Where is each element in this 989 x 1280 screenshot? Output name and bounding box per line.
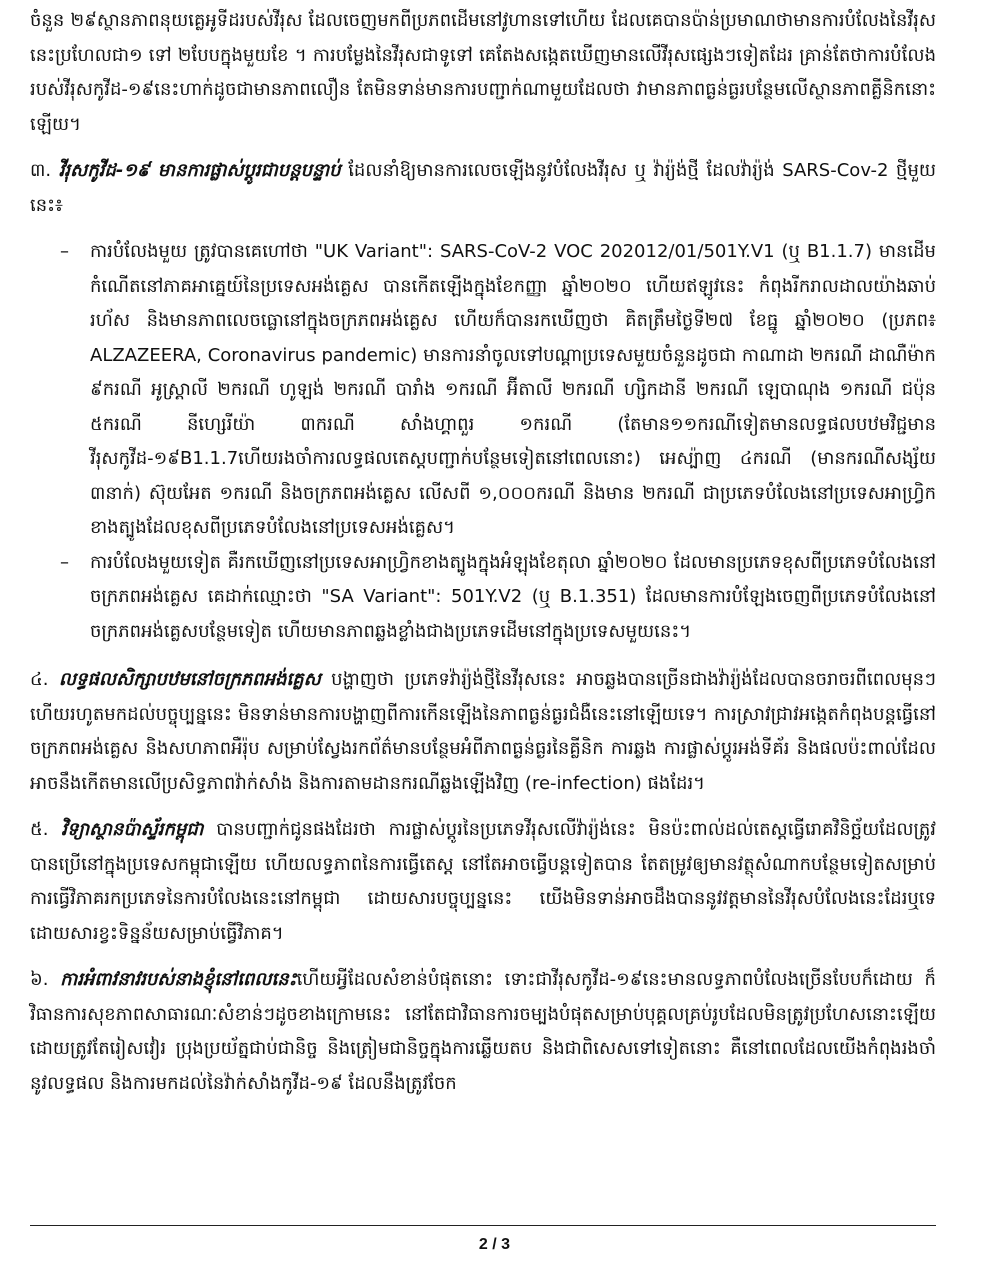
section-5-number: ៥. [30, 819, 49, 840]
section-4-number: ៤. [30, 669, 49, 690]
section-3-lead: វីរុសកូវីដ-១៩ មានការផ្លាស់ប្តូរជាបន្តបន្ទាប់ [58, 160, 341, 181]
section-3-number: ៣. [30, 160, 52, 181]
bullet-uk-variant-text: ការបំលែងមួយ ត្រូវបានគេហៅថា "UK Variant": SARS-CoV-2 VOC 202012/01/501Y.V1 (ឬ B1.1.7) មានដើមកំណើតនៅភាគអាគ្នេយ៍នៃប្រទេសអង់គ្លេស បានកើតឡើងក្នុងខែកញ្ញា ឆ្នាំ២០២០ ហើយឥឡូវនេះ កំពុងរីករាលដាលយ៉ាងឆាប់រហ័ស និងមានភាពលេចធ្លោនៅក្នុងចក្រភពអង់គ្លេស ហើយក៏បានរកឃើញថា គិតត្រឹមថ្ងៃទី២៧ ខែធ្នូ ឆ្នាំ២០២០ (ប្រភព៖ ALZAZEERA, Coronavirus pandemic) មានការនាំចូលទៅបណ្តាប្រទេសមួយចំនួនដូចជា កាណាដា ២ករណី ដាណឺម៉ាក ៩ករណី អូស្ត្រាលី ២ករណី ហូឡង់ ២ករណី បារាំង ១ករណី អ៊ីតាលី ២ករណី ហ្សិកដានី ២ករណី ឡេបាណុង ១ករណី ជប៉ុន ៥ករណី នីហ្សេរីយ៉ា ៣ករណី សាំងហ្គាពួរ ១ករណី (តែមាន១១ករណីទៀតមានលទ្ធផលបឋមវិជ្ជមានវីរុសកូវីដ-១៩B1.1.7ហើយរងចាំការលទ្ធផលតេស្តបញ្ជាក់បន្ថែមទៀតនៅពេលនោះ) អេស្ប៉ាញ ៤ករណី (មានករណីសង្ស័យ ៣នាក់) ស៊ុយអែត ១ករណី និងចក្រភពអង់គ្លេស លើសពី ១,០០០ករណី និងមាន ២ករណី ជាប្រភេទបំលែងនៅប្រទេសអាហ្វ្រិកខាងត្បូងដែលខុសពីប្រភេទបំលែងនៅប្រទេសអង់គ្លេស។ [90, 241, 936, 538]
document-body [30, 4, 936, 1113]
footer-divider [30, 1225, 936, 1226]
variant-bullet-list [30, 235, 936, 649]
section-6-lead: ការអំពាវនាវរបស់នាងខ្ញុំនៅពេលនេះ [60, 969, 297, 990]
section-5-lead: វិទ្យាស្ថានប៉ាស្ទ័រកម្ពុជា [61, 819, 204, 840]
intro-paragraph: ចំនួន ២៩ស្ថានភាពនុយគ្លេអូទីដរបស់វីរុស ដែលចេញមកពីប្រភពដើមនៅវូហានទៅហើយ ដែលគេបានប៉ាន់ប្រមាណថាមានការបំលែងនៃវីរុសនេះប្រហែលជា១ ទៅ ២បែបក្នុងមួយខែ ។ ការបម្លែងនៃវីរុសជាទូទៅ គេតែងសង្កេតឃើញមានលើវីរុសផ្សេងៗទៀតដែរ គ្រាន់តែថាការបំលែងរបស់វីរុសកូវីដ-១៩នេះហាក់ដូចជាមានភាពលឿន តែមិនទាន់មានការបញ្ជាក់ណាមួយដែលថា វាមានភាពធ្ងន់ធ្ងរបន្ថែមលើស្ថានភាពគ្លីនិកនោះឡើយ។ [30, 10, 936, 135]
section-5-paragraph [30, 813, 936, 951]
section-4-paragraph [30, 663, 936, 801]
bullet-dash-icon: – [60, 241, 69, 262]
section-4-text: បង្ហាញថា ប្រភេទវ៉ារ្យ៉ង់ថ្មីនៃវីរុសនេះ អាចឆ្លងបានច្រើនជាងវ៉ារ្យ៉ង់ដែលបានចរាចរពីពេលមុនៗ ហើយរហូតមកដល់បច្ចុប្បន្ននេះ មិនទាន់មានការបង្ហាញពីការកើនឡើងនៃភាពធ្ងន់ធ្ងរជំងឺនេះនៅឡើយទេ។ ការស្រាវជ្រាវអង្កេតកំពុងបន្តធ្វើនៅចក្រភពអង់គ្លេស និងសហភាពអឺរ៉ុប សម្រាប់ស្វែងរកព័ត៌មានបន្ថែមអំពីភាពធ្ងន់ធ្ងរនៃគ្លីនិក ការឆ្លង ការផ្លាស់ប្តូរអង់ទីគ័រ និងផលប៉ះពាល់ដែលអាចនឹងកើតមានលើប្រសិទ្ធភាពវ៉ាក់សាំង និងការតាមដានករណីឆ្លងឡើងវិញ (re-infection) ផងដែរ។ [30, 669, 936, 794]
section-5-text: បានបញ្ជាក់ជូនផងដែរថា ការផ្លាស់ប្តូរនៃប្រភេទវីរុសលើវ៉ារ្យ៉ង់នេះ មិនប៉ះពាល់ដល់តេស្តធ្វើរោគវិនិច្ឆ័យដែលត្រូវបានប្រើនៅក្នុងប្រទេសកម្ពុជាឡើយ ហើយលទ្ធភាពនៃការធ្វើតេស្ត នៅតែអាចធ្វើបន្តទៀតបាន តែតម្រូវឲ្យមានវត្ថុសំណាកបន្ថែមទៀតសម្រាប់ការធ្វើវិភាគរកប្រភេទនៃការបំលែងនេះនៅកម្ពុជា ដោយសារបច្ចុប្បន្ននេះ យើងមិនទាន់អាចដឹងបាននូវវត្តមាននៃវីរុសបំលែងនេះដែរឬទេ ដោយសារខ្វះទិន្នន័យសម្រាប់ធ្វើវិភាគ។ [30, 819, 936, 944]
page-number: 2 / 3 [478, 1236, 511, 1253]
bullet-dash-icon: – [60, 551, 69, 573]
section-4-lead: លទ្ធផលសិក្សាបឋមនៅចក្រភពអង់គ្លេស [58, 669, 321, 690]
section-6-paragraph [30, 963, 936, 1101]
section-3-text: ដែលនាំឱ្យមានការលេចឡើងនូវបំលែងវីរុស ឬ វ៉ារ្យ៉ង់ថ្មី ដែលវ៉ារ្យ៉ង់ SARS-Cov-2 ថ្មីមួយនេះ៖ [30, 160, 937, 216]
section-6-number: ៦. [30, 969, 49, 990]
section-3-paragraph [30, 154, 936, 223]
bullet-sa-variant-text: ការបំលែងមួយទៀត គឺរកឃើញនៅប្រទេសអាហ្វ្រិកខាងត្បូងក្នុងអំឡុងខែតុលា ឆ្នាំ២០២០ ដែលមានប្រភេទខុសពីប្រភេទបំលែងនៅចក្រភពអង់គ្លេស គេដាក់ឈ្មោះថា "SA Variant": 501Y.V2 (ឬ B.1.351) ដែលមានការបំឡែងចេញពីប្រភេទបំលែងនៅចក្រភពអង់គ្លេសបន្ថែមទៀត ហើយមានភាពឆ្លងខ្លាំងជាងប្រភេទដើមនៅក្នុងប្រទេសមួយនេះ។ [90, 551, 936, 642]
bullet-uk-variant [30, 235, 936, 546]
bullet-sa-variant [30, 546, 936, 650]
section-6-text: ហើយអ្វីដែលសំខាន់បំផុតនោះ ទោះជាវីរុសកូវីដ-១៩នេះមានលទ្ធភាពបំលែងច្រើនបែបក៏ដោយ ក៏វិធានការសុខភាពសាធារណៈសំខាន់ៗដូចខាងក្រោមនេះ នៅតែជាវិធានការចម្បងបំផុតសម្រាប់បុគ្គលគ្រប់រូបដែលមិនត្រូវប្រហែសនោះឡើយ ដោយត្រូវតែរៀសវៀរ ប្រុងប្រយ័ត្នជាប់ជានិច្ច និងត្រៀមជានិច្ចក្នុងការឆ្លើយតប និងជាពិសេសទៅទៀតនោះ គឺនៅពេលដែលយើងកំពុងរងចាំនូវលទ្ធផល និងការមកដល់នៃវ៉ាក់សាំងកូវីដ-១៩ ដែលនឹងត្រូវចែក [30, 969, 936, 1094]
